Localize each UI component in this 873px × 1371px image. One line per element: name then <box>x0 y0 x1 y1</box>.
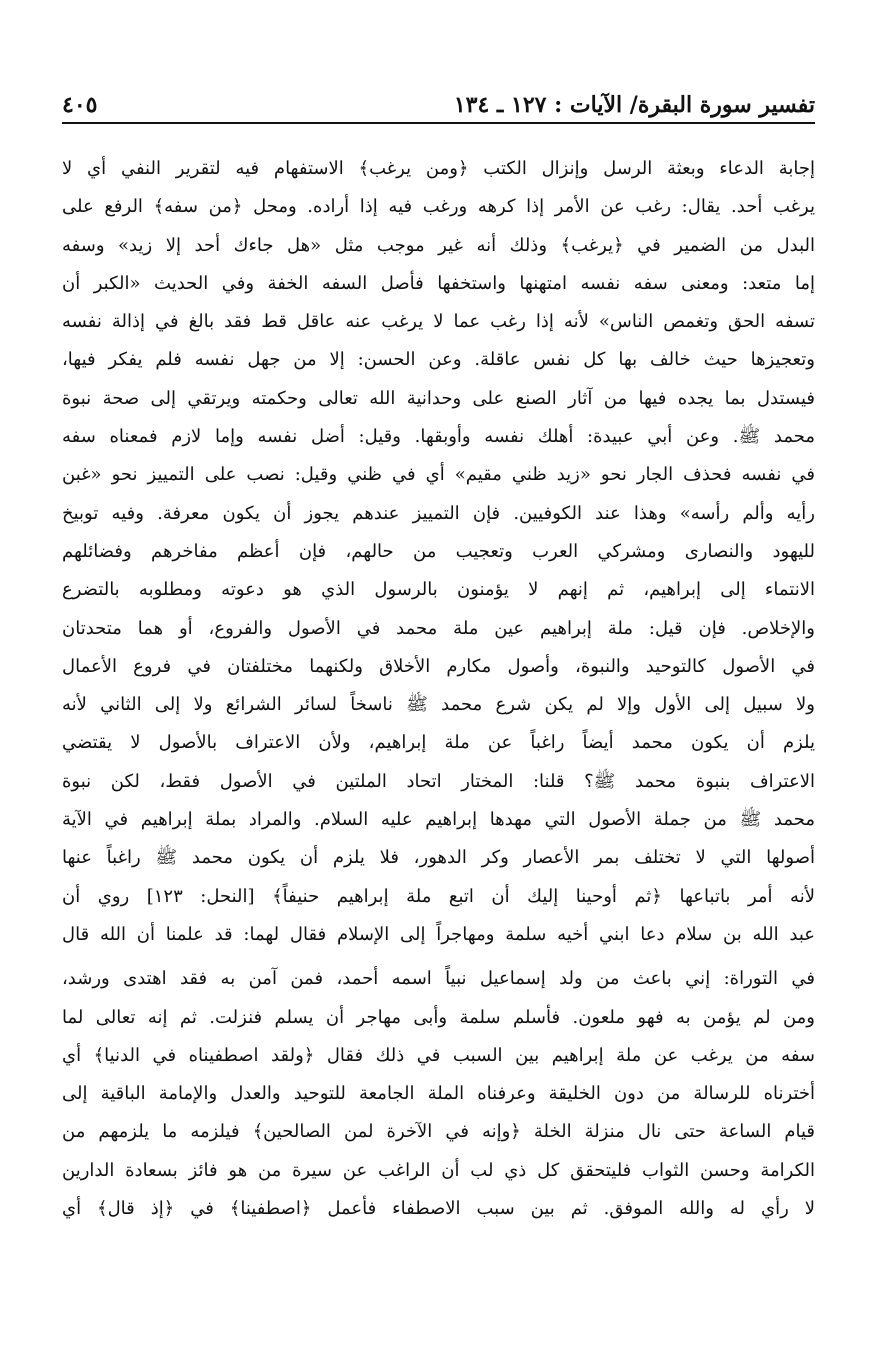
text-line: ومن لم يؤمن به فهو ملعون. فأسلم سلمة وأبى مهاجر أن يسلم فنزلت. ثم إنه تعالى لما <box>62 1006 815 1028</box>
text-line: إجابة الدعاء وبعثة الرسل وإنزال الكتب ﴿ومن يرغب﴾ الاستفهام فيه لتقرير النفي أي لا <box>62 158 815 179</box>
text-line: محمد ﷺ من جملة الأصول التي مهدها إبراهيم عليه السلام. والمراد بملة إبراهيم في الآية <box>62 809 815 831</box>
text-line: والإخلاص. فإن قيل: ملة إبراهيم عين ملة محمد في الأصول والفروع، أو هما متحدتان <box>62 617 815 639</box>
header-rule <box>62 122 815 124</box>
text-line: في الأصول كالتوحيد والنبوة، وأصول مكارم الأخلاق ولكنهما مختلفتان في فروع الأعمال <box>62 655 815 677</box>
text-line: لا رأي له والله الموفق. ثم بين سبب الاصطفاء فأعمل ﴿اصطفينا﴾ في ﴿إذ قال﴾ أي <box>62 1198 815 1220</box>
page-number: ٤٠٥ <box>62 92 98 118</box>
text-line: وتعجيزها حيث خالف بها كل نفس عاقلة. وعن الحسن: إلا من جهل نفسه فلم يفكر فيها، <box>62 349 815 371</box>
text-line: تسفه الحق وتغمص الناس» لأنه إذا رغب عما لا يرغب عنه عاقل قط فقد بالغ في إذالة نفسه <box>62 311 815 333</box>
text-line: البدل من الضمير في ﴿يرغب﴾ وذلك أنه غير موجب مثل «هل جاءك أحد إلا زيد» وسفه <box>62 234 815 256</box>
text-line: قيام الساعة حتى نال منزلة الخلة ﴿وإنه في الآخرة لمن الصالحين﴾ فيلزمه ما يلزمهم من <box>62 1121 815 1143</box>
text-line: فيستدل بما يجده فيها من آثار الصنع على وحدانية الله تعالى وحكمته ويرتقي إلى صحة نبوة <box>62 387 815 409</box>
text-line: عبد الله بن سلام دعا ابني أخيه سلمة ومهاجراً إلى الإسلام فقال لهما: قد علمنا أن الله قال <box>62 923 815 945</box>
text-line: الكرامة وحسن الثواب فليتحقق كل ذي لب أن الراغب عن سيرة من هو فائز بسعادة الدارين <box>62 1159 815 1181</box>
running-title: تفسير سورة البقرة/ الآيات : ١٢٧ ـ ١٣٤ <box>453 92 815 118</box>
text-line: يرغب أحد. يقال: رغب عن الأمر إذا كرهه ورغب فيه إذا أراده. ومحل ﴿من سفه﴾ الرفع على <box>62 196 815 218</box>
text-line: لأنه أمر باتباعها ﴿ثم أوحينا إليك أن اتبع ملة إبراهيم حنيفاً﴾ [النحل: ١٢٣] روي أن <box>62 885 815 907</box>
text-line: في التوراة: إني باعث من ولد إسماعيل نبياً اسمه أحمد، فمن آمن به فقد اهتدى ورشد، <box>62 968 815 990</box>
text-line: ولا سبيل إلى الأول وإلا لم يكن شرع محمد ﷺ ناسخاً لسائر الشرائع ولا إلى الثاني لأنه <box>62 694 815 716</box>
text-line: محمد ﷺ. وعن أبي عبيدة: أهلك نفسه وأوبقها. وقيل: أضل نفسه وإما لازم فمعناه سفه <box>62 426 815 448</box>
text-line: في نفسه فحذف الجار نحو «زيد ظني مقيم» أي في ظني وقيل: نصب على التمييز نحو «غبن <box>62 464 815 486</box>
text-line: لليهود والنصارى ومشركي العرب وتعجيب من حالهم، فإن أعظم مفاخرهم وفضائلهم <box>62 540 815 562</box>
text-line: رأيه وألم رأسه» وهذا عند الكوفيين. فإن التمييز عندهم يجوز أن يكون معرفة. وفيه توبيخ <box>62 502 815 524</box>
body-text <box>62 150 815 1228</box>
text-line: سفه من يرغب عن ملة إبراهيم بين السبب في ذلك فقال ﴿ولقد اصطفيناه في الدنيا﴾ أي <box>62 1044 815 1066</box>
text-line: أصولها التي لا تختلف بمر الأعصار وكر الدهور، فلا يلزم أن يكون محمد ﷺ راغباً عنها <box>62 847 815 869</box>
text-line: الانتماء إلى إبراهيم، ثم إنهم لا يؤمنون بالرسول الذي هو دعوته ومطلوبه بالتضرع <box>62 579 815 601</box>
page-header <box>62 84 815 120</box>
text-line: الاعتراف بنبوة محمد ﷺ؟ قلنا: المختار اتحاد الملتين في الأصول فقط، لكن نبوة <box>62 770 815 792</box>
text-line: أخترناه للرسالة من دون الخليقة وعرفناه الملة الجامعة للتوحيد والعدل والإمامة الباقية إلى <box>62 1083 815 1105</box>
text-line: يلزم أن يكون محمد أيضاً راغباً عن ملة إبراهيم، ولأن الاعتراف بالأصول لا يقتضي <box>62 732 815 754</box>
text-line: إما متعد: ومعنى سفه نفسه امتهنها واستخفها فأصل السفه الخفة وفي الحديث «الكبر أن <box>62 272 815 294</box>
